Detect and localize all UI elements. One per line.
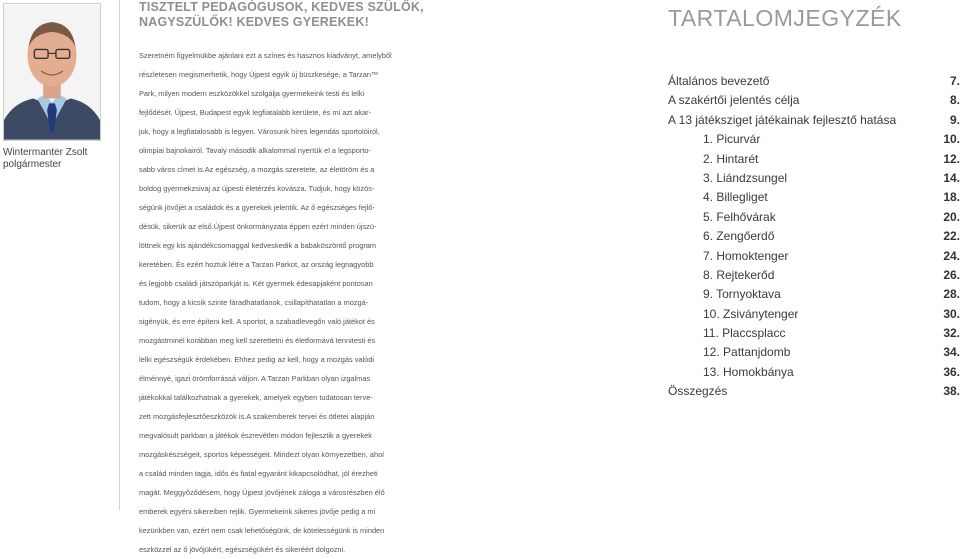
body-line: magát. Meggyőződésem, hogy Újpest jövőjének záloga a városrészben élő xyxy=(139,488,385,497)
body-line: részletesen megismerhetik, hogy Újpest egyik új büszkesége, a Tarzan™ xyxy=(139,70,379,79)
body-line: juk, hogy a legfiatalosabb is legyen. Városunk híres legendás sportolóiról, xyxy=(139,127,380,136)
toc-entry-label: 3. Liándzsungel xyxy=(703,170,788,185)
body-line: játékokkal találkozhatnak a gyerekek, amelyek egyben tudatosan terve- xyxy=(139,393,373,402)
body-line: a család minden tagja, idős és fiatal egyaránt kikapcsolódhat, jól érezheti xyxy=(139,469,378,478)
column-divider xyxy=(119,0,120,510)
toc-entry[interactable] xyxy=(668,169,960,188)
body-line: zett mozgásfejlesztőeszközök is.A szakemberek tervei és ötletei alapján xyxy=(139,412,375,421)
toc-entry-label: 10. Zsiványtenger xyxy=(703,306,799,321)
toc-entry-label: 2. Hintarét xyxy=(703,151,759,166)
toc-entry-page: 28. xyxy=(943,287,960,302)
body-line: Szeretném figyelmükbe ajánlani ezt a színes és hasznos kiadványt, amelyből xyxy=(139,51,392,60)
portrait-caption xyxy=(3,147,115,171)
toc-entry-label: 8. Rejtekerőd xyxy=(703,267,775,282)
toc-entry-page: 32. xyxy=(943,326,960,341)
toc-entry[interactable] xyxy=(668,285,960,304)
toc-entry[interactable] xyxy=(668,227,960,246)
toc-entry[interactable] xyxy=(668,208,960,227)
body-line: lelki egészségük érdekében. Ehhez pedig az kell, hogy a mozgás valódi xyxy=(139,355,375,364)
toc-entry[interactable] xyxy=(668,188,960,207)
toc-entry-page: 20. xyxy=(943,209,960,224)
toc-entry-label: 11. Placcsplacc xyxy=(703,326,786,341)
toc-entry-page: 26. xyxy=(943,267,960,282)
toc-entry-page: 36. xyxy=(943,364,960,379)
toc-entry-page: 10. xyxy=(943,132,960,147)
toc-entry-page: 18. xyxy=(943,190,960,205)
toc-entry[interactable] xyxy=(668,324,960,343)
toc-entry-page: 34. xyxy=(943,345,960,360)
toc-entry-page: 30. xyxy=(943,306,960,321)
body-line: élménnyé, igazi örömforrássá váljon. A Tarzan Parkban olyan izgalmas xyxy=(139,374,371,383)
caption-role: polgármester xyxy=(3,159,62,170)
toc-entry-label: 7. Homoktenger xyxy=(703,248,789,263)
toc-entry-label: Általános bevezető xyxy=(668,74,770,88)
toc-entry-label: 4. Billegliget xyxy=(703,190,768,205)
toc-entry-page: 24. xyxy=(943,248,960,263)
body-line: tudom, hogy a kicsik szinte fáradhatatlanok, csillapíthatatlan a mozgá- xyxy=(139,298,369,307)
headline-line-1: TISZTELT PEDAGÓGUSOK, KEDVES SZÜLŐK, xyxy=(139,0,424,14)
mayor-portrait-photo xyxy=(3,3,101,141)
toc-entry[interactable] xyxy=(668,382,960,401)
portrait-photo-icon xyxy=(4,4,100,140)
headline-line-2: NAGYSZÜLŐK! KEDVES GYEREKEK! xyxy=(139,15,369,29)
toc-entry-page: 8. xyxy=(949,93,960,108)
toc-entry[interactable] xyxy=(668,363,960,382)
body-line: sabb város címet is.Az egészség, a mozgás szeretete, az életöröm és a xyxy=(139,165,375,174)
body-line: megvalósult parkban a játékok észrevétlen módon fejlesztik a gyerekek xyxy=(139,431,372,440)
toc-entry-label: Összegzés xyxy=(668,384,728,399)
body-line: ségünk jövőjét a családok és a gyerekek jelentik. Az ő egészséges fejlő- xyxy=(139,203,375,212)
body-line: löttnek egy kis ajándékcsomaggal kedveskedik a babaköszöntő program xyxy=(139,241,377,250)
toc-entry-label: 12. Pattanjdomb xyxy=(703,345,791,360)
body-line: kezünkben van, ezért nem csak lehetőségünk, de kötelességünk is minden xyxy=(139,526,385,535)
letter-headline xyxy=(139,0,424,30)
toc-entry[interactable] xyxy=(668,305,960,324)
toc-entry-page: 9. xyxy=(949,112,960,127)
caption-name: Wintermanter Zsolt xyxy=(3,147,88,158)
body-line: mozgáskészségeit, sportos képességeit. Mindezt olyan környezetben, ahol xyxy=(139,450,384,459)
toc-entry-label: 13. Homokbánya xyxy=(703,364,794,379)
toc-entry-label: 6. Zengőerdő xyxy=(703,229,775,244)
body-line: sigényük, és erre építeni kell. A sportot, a szabadlevegőn való játékot és xyxy=(139,317,375,326)
table-of-contents xyxy=(668,72,960,402)
toc-entry-page: 22. xyxy=(943,229,960,244)
body-line: Park, milyen modern eszközökkel szolgálja gyermekeink testi és lelki xyxy=(139,89,365,98)
toc-entry[interactable] xyxy=(668,72,960,91)
toc-title: TARTALOMJEGYZÉK xyxy=(668,5,902,31)
toc-entry-page: 14. xyxy=(943,170,960,185)
toc-entry-label: A szakértői jelentés célja xyxy=(668,93,800,108)
toc-entry-label: 9. Tornyoktava xyxy=(703,287,781,302)
toc-entry[interactable] xyxy=(668,266,960,285)
body-line: fejlődését. Újpest, Budapest egyik legfiatalabb kerülete, és mi azt akar- xyxy=(139,108,372,117)
toc-entry[interactable] xyxy=(668,247,960,266)
body-line: emberek egyéni sikereiben rejlik. Gyermekeink sikeres jövője pedig a mi xyxy=(139,507,376,516)
toc-entry-page: 12. xyxy=(943,151,960,166)
toc-entry-label: 1. Picurvár xyxy=(703,132,761,147)
toc-entry-page: 7. xyxy=(949,74,960,88)
toc-entry[interactable] xyxy=(668,91,960,110)
body-line: és legjobb családi játszóparkját is. Két gyermek édesapjaként pontosan xyxy=(139,279,373,288)
body-line: mozgástminél korábban meg kell szerettetni és életformává tennitesti és xyxy=(139,336,376,345)
toc-entry[interactable] xyxy=(668,150,960,169)
toc-entry[interactable] xyxy=(668,343,960,362)
body-line: boldog gyermekzsivaj az újpesti életérzés kovásza. Tudjuk, hogy közös- xyxy=(139,184,375,193)
toc-entry[interactable] xyxy=(668,111,960,130)
body-line: eszközzel az ő jövőjükért, egészségükért és sikeréért dolgozni. xyxy=(139,545,346,554)
letter-body xyxy=(139,46,401,559)
toc-entry-page: 38. xyxy=(943,384,960,399)
toc-entry-label: 5. Felhővárak xyxy=(703,209,776,224)
toc-entry[interactable] xyxy=(668,130,960,149)
toc-entry-label: A 13 játéksziget játékainak fejlesztő hatása xyxy=(668,112,897,127)
body-line: olimpiai bajnokairól. Tavaly második alkalommal nyertük el a legsporto- xyxy=(139,146,371,155)
body-line: keretében. És ezért hoztuk létre a Tarzan Parkot, az ország legnagyobb xyxy=(139,260,374,269)
body-line: désük, sikerük az első.Újpest önkormányzata éppen ezért minden újszü- xyxy=(139,222,377,231)
